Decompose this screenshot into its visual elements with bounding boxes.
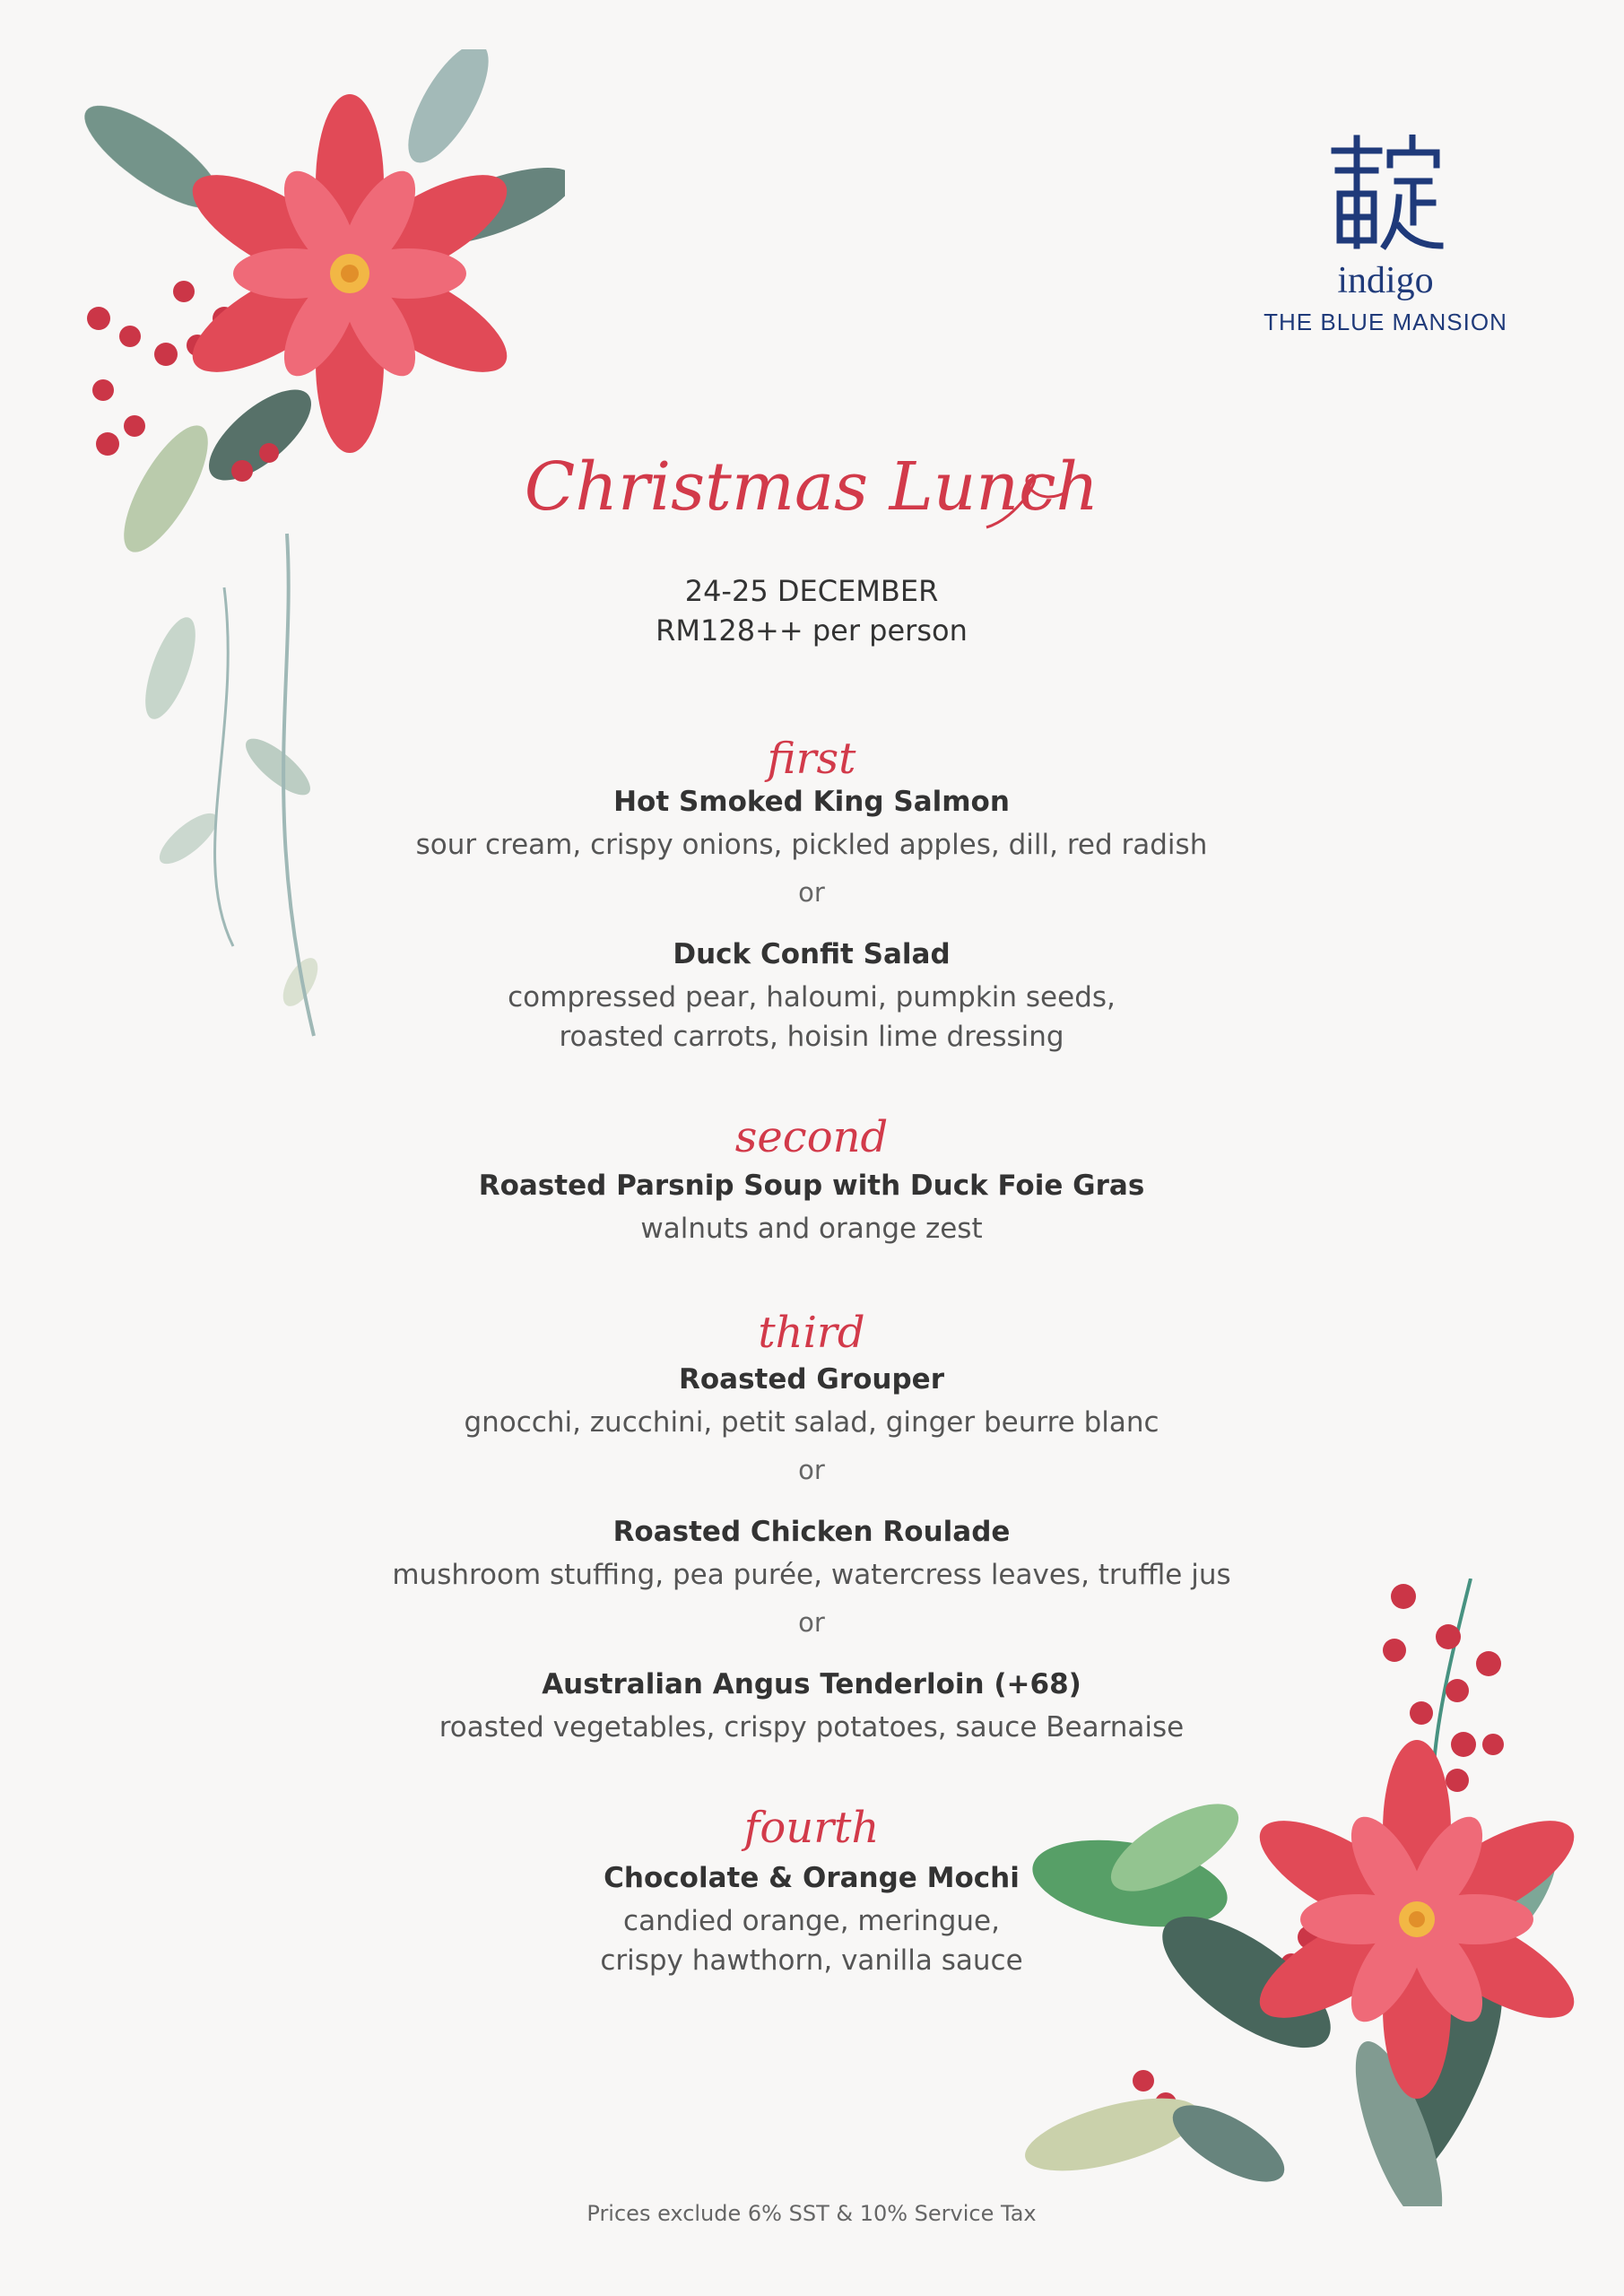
dish-description: candied orange, meringue, crispy hawthorn, vanilla sauce [600,1905,1023,1977]
dish-name: Roasted Grouper [679,1363,944,1396]
dish-description: gnocchi, zucchini, petit salad, ginger beurre blanc [464,1406,1159,1439]
dish-description: sour cream, crispy onions, pickled apples, dill, red radish [415,829,1208,861]
dish-description: walnuts and orange zest [640,1213,983,1245]
or-separator: or [798,877,825,908]
course-label-second: second [734,1112,889,1162]
menu-price: RM128++ per person [656,613,968,648]
dish-name: Roasted Parsnip Soup with Duck Foie Gras [478,1170,1145,1202]
brand-name: indigo [1337,260,1434,301]
menu-title: Christmas Lunch [524,448,1099,526]
dish-name: Chocolate & Orange Mochi [604,1862,1020,1894]
dish-name: Hot Smoked King Salmon [613,786,1010,818]
dish-description: compressed pear, haloumi, pumpkin seeds, roasted carrots, hoisin lime dressing [508,981,1116,1053]
brand-logo [1238,135,1533,336]
dish-name: Duck Confit Salad [673,938,951,970]
dish-name: Roasted Chicken Roulade [612,1516,1011,1548]
dish-name: Australian Angus Tenderloin (+68) [542,1668,1081,1700]
course-label-first: first [767,734,856,784]
course-label-third: third [758,1308,865,1358]
tax-note: Prices exclude 6% SST & 10% Service Tax [586,2201,1037,2226]
brand-subtitle: THE BLUE MANSION [1264,309,1507,335]
dish-description: roasted vegetables, crispy potatoes, sauce Bearnaise [439,1711,1185,1744]
course-label-fourth: fourth [743,1803,880,1853]
dish-description: mushroom stuffing, pea purée, watercress leaves, truffle jus [392,1559,1231,1591]
or-separator: or [798,1607,825,1638]
indigo-character-mark-icon [1327,135,1444,251]
or-separator: or [798,1455,825,1485]
menu-dates: 24-25 DECEMBER [684,574,939,608]
title-swash-flourish [982,465,1072,535]
